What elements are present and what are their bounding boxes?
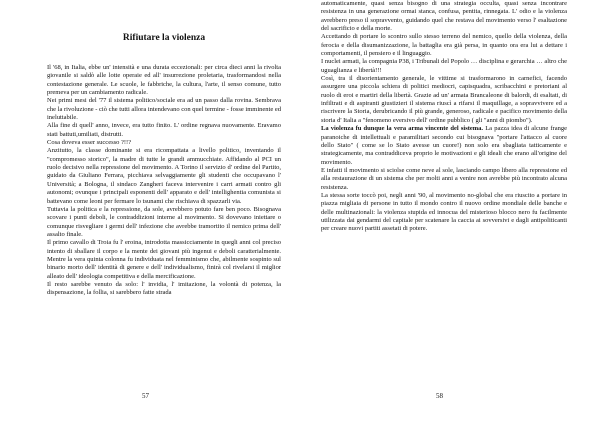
bold-sentence: La violenza fu dunque la vera arma vincente del sistema.: [321, 125, 484, 133]
paragraph: Alla fine di quell' anno, invece, era tutto finito. L' ordine regnava nuovamente. Eravamo stati battuti,umiliati, distrutti.: [47, 122, 281, 138]
paragraph: automaticamente, quasi senza bisogno di una strategia occulta, quasi senza incontrare resistenza in una generazione ormai stanca, confusa, pentita, rinnegata. L' odio e la violenza avrebbero preso il sopravvento, guidando quel che restava del movimento verso l' esaltazione del sacrificio e della morte.: [321, 0, 567, 33]
paragraph: Tuttavia la politica e la repressione, da sole, avrebbero potuto fare ben poco. Bisognava scovare i punti deboli, le contraddizioni interne al movimento. Si dovevano iniettare o comunque risvegliare i germi dell' infezione che avrebbe tramortito il nemico prima dell' assalto finale.: [47, 205, 281, 238]
paragraph: I nuclei armati, la compagnia P38, i Tribunali del Popolo … disciplina e gerarchia … altro che uguaglianza e libertà!!!: [321, 58, 567, 74]
paragraph: E infatti il movimento si sciolse come neve al sole, lasciando campo libero alla repressione ed alla restaurazione di un sistema che per molti anni a venire non avrebbe più incontrato alcuna resistenza.: [321, 166, 567, 191]
paragraph: Il primo cavallo di Troia fu l' eroina, introdotta massicciamente in quegli anni col preciso intento di sballare il corpo e la mente dei giovani più ingenui e deboli caratterialmente. Mentre la vera quinta colonna fu individuata nel femminismo che, abilmente sospinto sul binario morto dell' identità di genere e dell' individualismo, finirà col rivelarsi il miglior alleato dell' ideologia competitiva e della mercificazione.: [47, 239, 281, 280]
page-number: 58: [436, 392, 443, 400]
paragraph: Accettando di portare lo scontro sullo stesso terreno del nemico, quello della violenza, della ferocia e della disumanizzazione, la battaglia era già persa, in quanto ora era lui a dettare i comportamenti, il pensiero e il linguaggio.: [321, 33, 567, 58]
paragraph: Il '68, in Italia, ebbe un' intensità e una durata eccezionali: per circa dieci anni la rivolta giovanile si saldò alle lotte operaie ed all' insurrezione proletaria, trasformandosi nella contestazione generale. Le scuole, le fabbriche, la cultura, l'arte, il senso comune, tutto premeva per un cambiamento radicale.: [47, 64, 281, 97]
left-text-column: [47, 0, 281, 298]
paragraph-with-emphasis: [321, 125, 567, 167]
paragraph: Cosa doveva esser successo ?!!?: [47, 139, 132, 147]
chapter-title: Rifiutare la violenza: [122, 33, 206, 43]
right-page: [300, 0, 600, 425]
paragraph: Nei primi mesi del '77 il sistema politico/sociale era ad un passo dalla rovina. Sembrava che la rivoluzione - ciò che tutti allora intendevano con quel termine - fosse imminente ed ineluttabile.: [47, 97, 281, 122]
right-text-column: [321, 0, 567, 234]
paragraph: Così, tra il disorientamento generale, le vittime si trasformarono in carnefici, facendo assurgere una piccola schiera di politici mediocri, capisquadra, scribacchini e pretoriani al ruolo di eroi e martiri della libertà. Grazie ad un' armata Brancaleone di balordi, di esaltati, di infiltrati e di aspiranti giustizieri il sistema riuscì a rifarsi il maquillage, a sopravvivere ed a riscrivere la Storia, derubricando il più grande, generoso, radicale e pacifico movimento della storia d' Italia a "fenomeno eversivo dell' ordine pubblico ( gli "anni di piombo").: [321, 75, 567, 124]
paragraph: Il resto sarebbe venuto da solo: l' invidia, l' imitazione, la volontà di potenza, la dispensazione, la follia, si sarebbero fatte strada: [47, 280, 281, 297]
page-number: 57: [142, 392, 149, 400]
paragraph: La stessa sorte toccò poi, negli anni '90, al movimento no-global che era riuscito a portare in piazza migliaia di persone in tutto il mondo contro il nuovo ordine mondiale delle banche e delle multinazionali: la violenza stupida ed innocua del misterioso blocco nero fu facilmente utilizzata dai gendarmi del capitale per scatenare la caccia ai sovversivi e dagli antipoliticanti per creare nuovi partiti assetati di potere.: [321, 191, 567, 233]
paragraph-continuation: La pazza idea di alcune frange paranoiche di intellettuali e paramilitari secondo cui bisognava "portare l'attacco al cuore dello Stato" ( come se lo Stato avesse un cuore!) non solo era sbagliata tatticamente e strategicamente, ma contraddiceva proprio le motivazioni e gli ideali che erano all'origine del movimento.: [321, 125, 567, 166]
paragraph: Anzitutto, la classe dominante si era ricompattata a livello politico, inventando il "compromesso storico", la madre di tutte le grandi ammucchiate. Affidando al PCI un ruolo decisivo nella repressione del movimento. A Torino il servizio d' ordine del Partito, guidato da Giuliano Ferrara, picchiava selvaggiamente gli studenti che occupavano l' Università; a Bologna, il sindaco Zangheri faceva intervenire i carri armati contro gli autonomi; ovunque i principali esponenti dell' apparato e dell' intellighentia comunista si battevano come leoni per fermare lo tsunami che rischiava di spazzarli via.: [47, 147, 281, 205]
